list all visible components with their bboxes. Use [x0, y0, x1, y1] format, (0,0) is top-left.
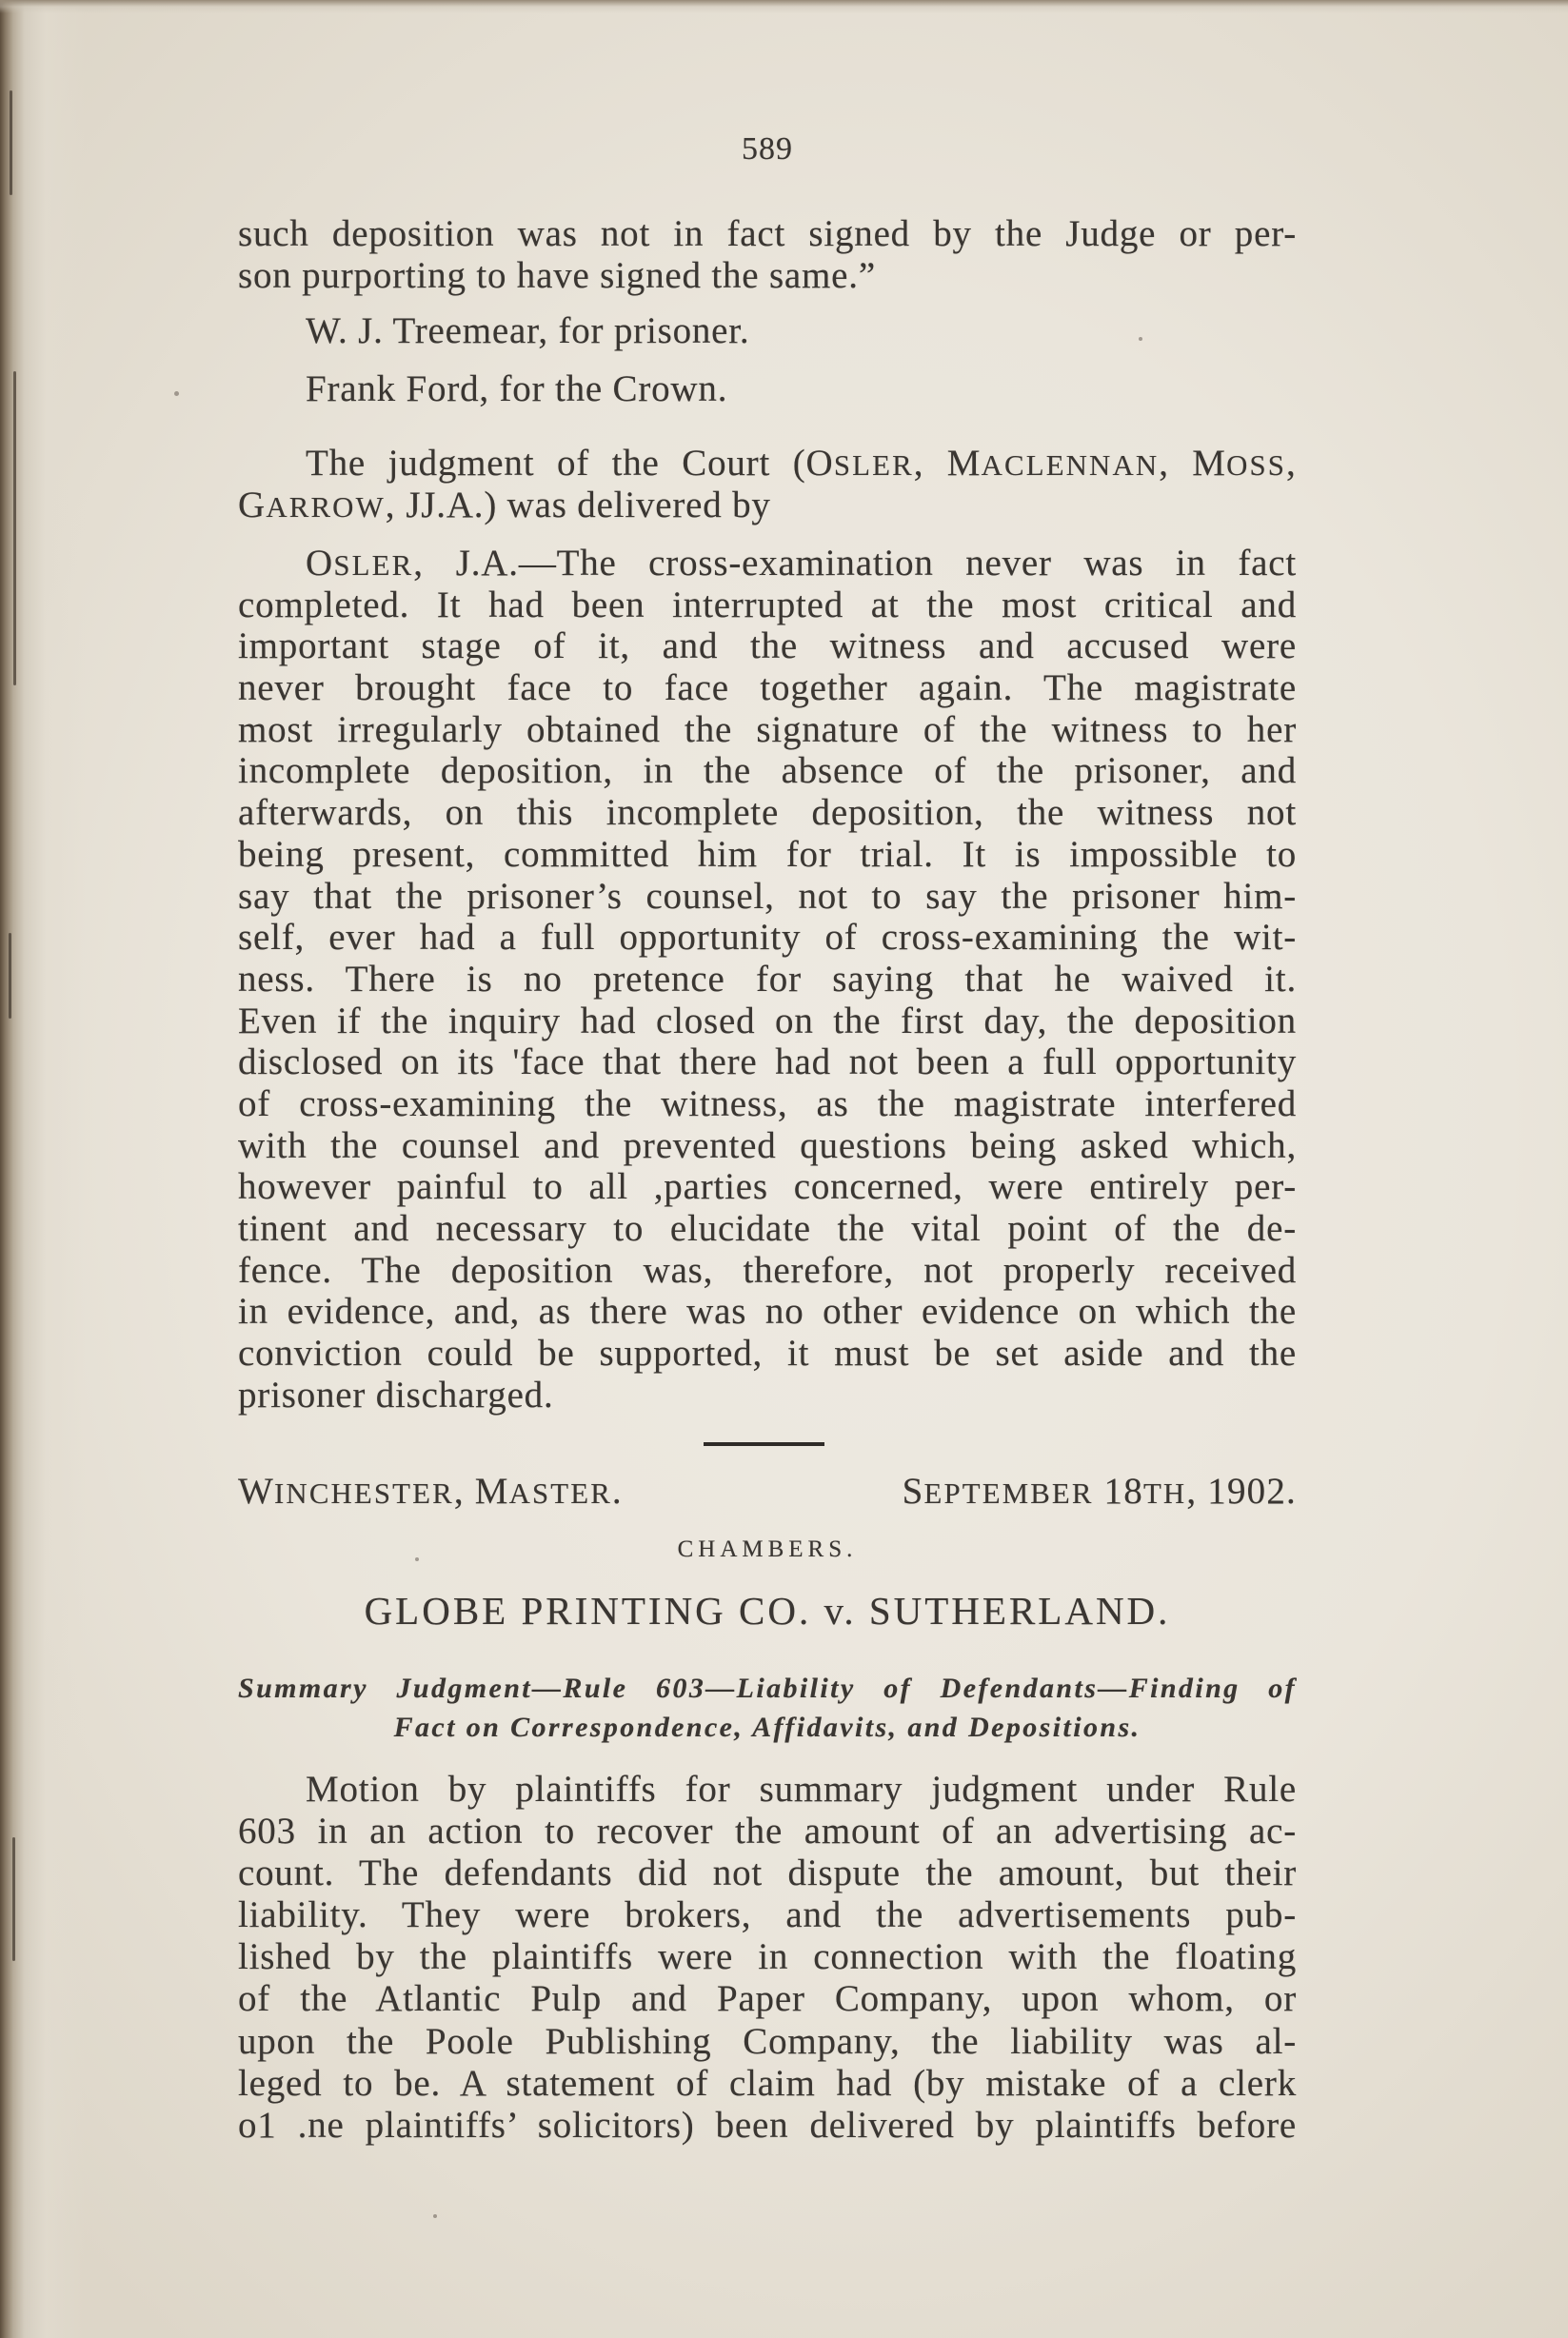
opinion-line [238, 543, 1297, 584]
opinion-line: tinent and necessary to elucidate the vital point of the de- [238, 1208, 1297, 1249]
small-cap-letters: SLER [333, 549, 414, 582]
binding-shadow [0, 0, 86, 2338]
opinion-line: disclosed on its 'face that there had not been a full opportunity [238, 1041, 1297, 1083]
judge-name: OSLER, [306, 543, 425, 584]
opinion-text: J.A.—The cross-examination never was in fact [455, 543, 1297, 584]
small-cap-letters: EPTEMBER [923, 1477, 1094, 1510]
judgment-intro [238, 443, 1297, 525]
case-title: GLOBE PRINTING CO. v. SUTHERLAND. [364, 1589, 1171, 1633]
small-cap-letters: ACLENNAN [981, 449, 1160, 482]
opinion-line: conviction could be supported, it must be set aside and the [238, 1333, 1297, 1375]
opinion-line: with the counsel and prevented questions being asked which, [238, 1124, 1297, 1166]
motion-line: Motion by plaintiffs for summary judgment under Rule [306, 1769, 1297, 1810]
opinion-line: in evidence, and, as there was no other evidence on which the [238, 1291, 1297, 1333]
master-name: WINCHESTER, MASTER. [238, 1471, 623, 1512]
opinion-line: say that the prisoner’s counsel, not to say the prisoner him- [238, 875, 1297, 917]
binding-mark [12, 1837, 15, 1961]
decision-date: SEPTEMBER 18TH, 1902. [902, 1471, 1297, 1512]
motion-paragraph [238, 1769, 1297, 2147]
opinion-line: Even if the inquiry had closed on the first day, the deposition [238, 1000, 1297, 1041]
court-label: CHAMBERS. [677, 1536, 858, 1562]
opinion-line: however painful to all ,parties concerned, were entirely per- [238, 1166, 1297, 1208]
continued-paragraph [238, 213, 1297, 296]
small-cap-letters: ASTER [508, 1477, 612, 1510]
text-line: Frank Ford, for the Crown. [306, 368, 728, 409]
binding-mark [10, 90, 12, 195]
text-line: son purporting to have signed the same.” [238, 254, 876, 296]
headnote [238, 1669, 1297, 1747]
small-cap-letters: TH [1142, 1477, 1187, 1510]
small-cap-letters: ARROW [266, 490, 386, 524]
binding-mark [13, 371, 16, 685]
opinion-line: afterwards, on this incomplete deposition, the witness not [238, 792, 1297, 834]
opinion-line: ness. There is no pretence for saying that he waived it. [238, 958, 1297, 1000]
motion-line: upon the Poole Publishing Company, the liability was al- [238, 2020, 1297, 2062]
small-cap-letters: OSS [1226, 449, 1287, 482]
intro-text: The judgment of the Court ( [306, 443, 806, 484]
small-cap-letters: INCHESTER [274, 1477, 454, 1510]
motion-line: lished by the plaintiffs were in connection with the floating [238, 1936, 1297, 1978]
counsel-crown [238, 368, 1297, 410]
headnote-line: Summary Judgment—Rule 603—Liability of Defendants—Finding of [238, 1673, 1297, 1704]
text-line: W. J. Treemear, for prisoner. [306, 310, 750, 351]
text-line [238, 485, 1297, 526]
opinion-line: completed. It had been interrupted at the most critical and [238, 584, 1297, 625]
page-number: 589 [742, 131, 793, 167]
headnote-line: Fact on Correspondence, Affidavits, and Depositions. [393, 1712, 1141, 1743]
opinion-paragraph [238, 543, 1297, 1416]
opinion-line: incomplete deposition, in the absence of the prisoner, and [238, 750, 1297, 792]
page-top-edge [0, 0, 1568, 13]
opinion-line: important stage of it, and the witness and accused were [238, 625, 1297, 667]
ink-speck [433, 2214, 437, 2218]
binding-mark [9, 933, 11, 1019]
opinion-line: of cross-examining the witness, as the magistrate interfered [238, 1082, 1297, 1124]
motion-line: 603 in an action to recover the amount of an advertising ac- [238, 1811, 1297, 1853]
opinion-line: prisoner discharged. [238, 1374, 554, 1416]
intro-text: JJ.A.) was delivered by [406, 484, 771, 525]
opinion-line: never brought face to face together again. The magistrate [238, 667, 1297, 709]
judges-names: OSLER, MACLENNAN, MOSS, [805, 443, 1297, 484]
opinion-line: being present, committed him for trial. It is impossible to [238, 833, 1297, 875]
judges-names: GARROW, [238, 484, 396, 525]
section-divider-rule [704, 1442, 824, 1446]
motion-line: count. The defendants did not dispute the amount, but their [238, 1853, 1297, 1894]
text-line [238, 443, 1297, 485]
opinion-line: self, ever had a full opportunity of cross-examining the wit- [238, 917, 1297, 959]
opinion-line: fence. The deposition was, therefore, not properly received [238, 1249, 1297, 1291]
motion-line: leged to be. A statement of claim had (by mistake of a clerk [238, 2062, 1297, 2104]
counsel-prisoner [238, 310, 1297, 352]
case-header-line [238, 1471, 1297, 1513]
text-line: such deposition was not in fact signed by the Judge or per- [238, 213, 1297, 254]
small-cap-letters: SLER [833, 449, 914, 482]
opinion-line: most irregularly obtained the signature of the witness to her [238, 708, 1297, 750]
motion-line: liability. They were brokers, and the advertisements pub- [238, 1894, 1297, 1936]
motion-line: of the Atlantic Pulp and Paper Company, upon whom, or [238, 1978, 1297, 2020]
ink-speck [174, 391, 179, 396]
motion-line: o1 .ne plaintiffs’ solicitors) been delivered by plaintiffs before [238, 2104, 1297, 2146]
